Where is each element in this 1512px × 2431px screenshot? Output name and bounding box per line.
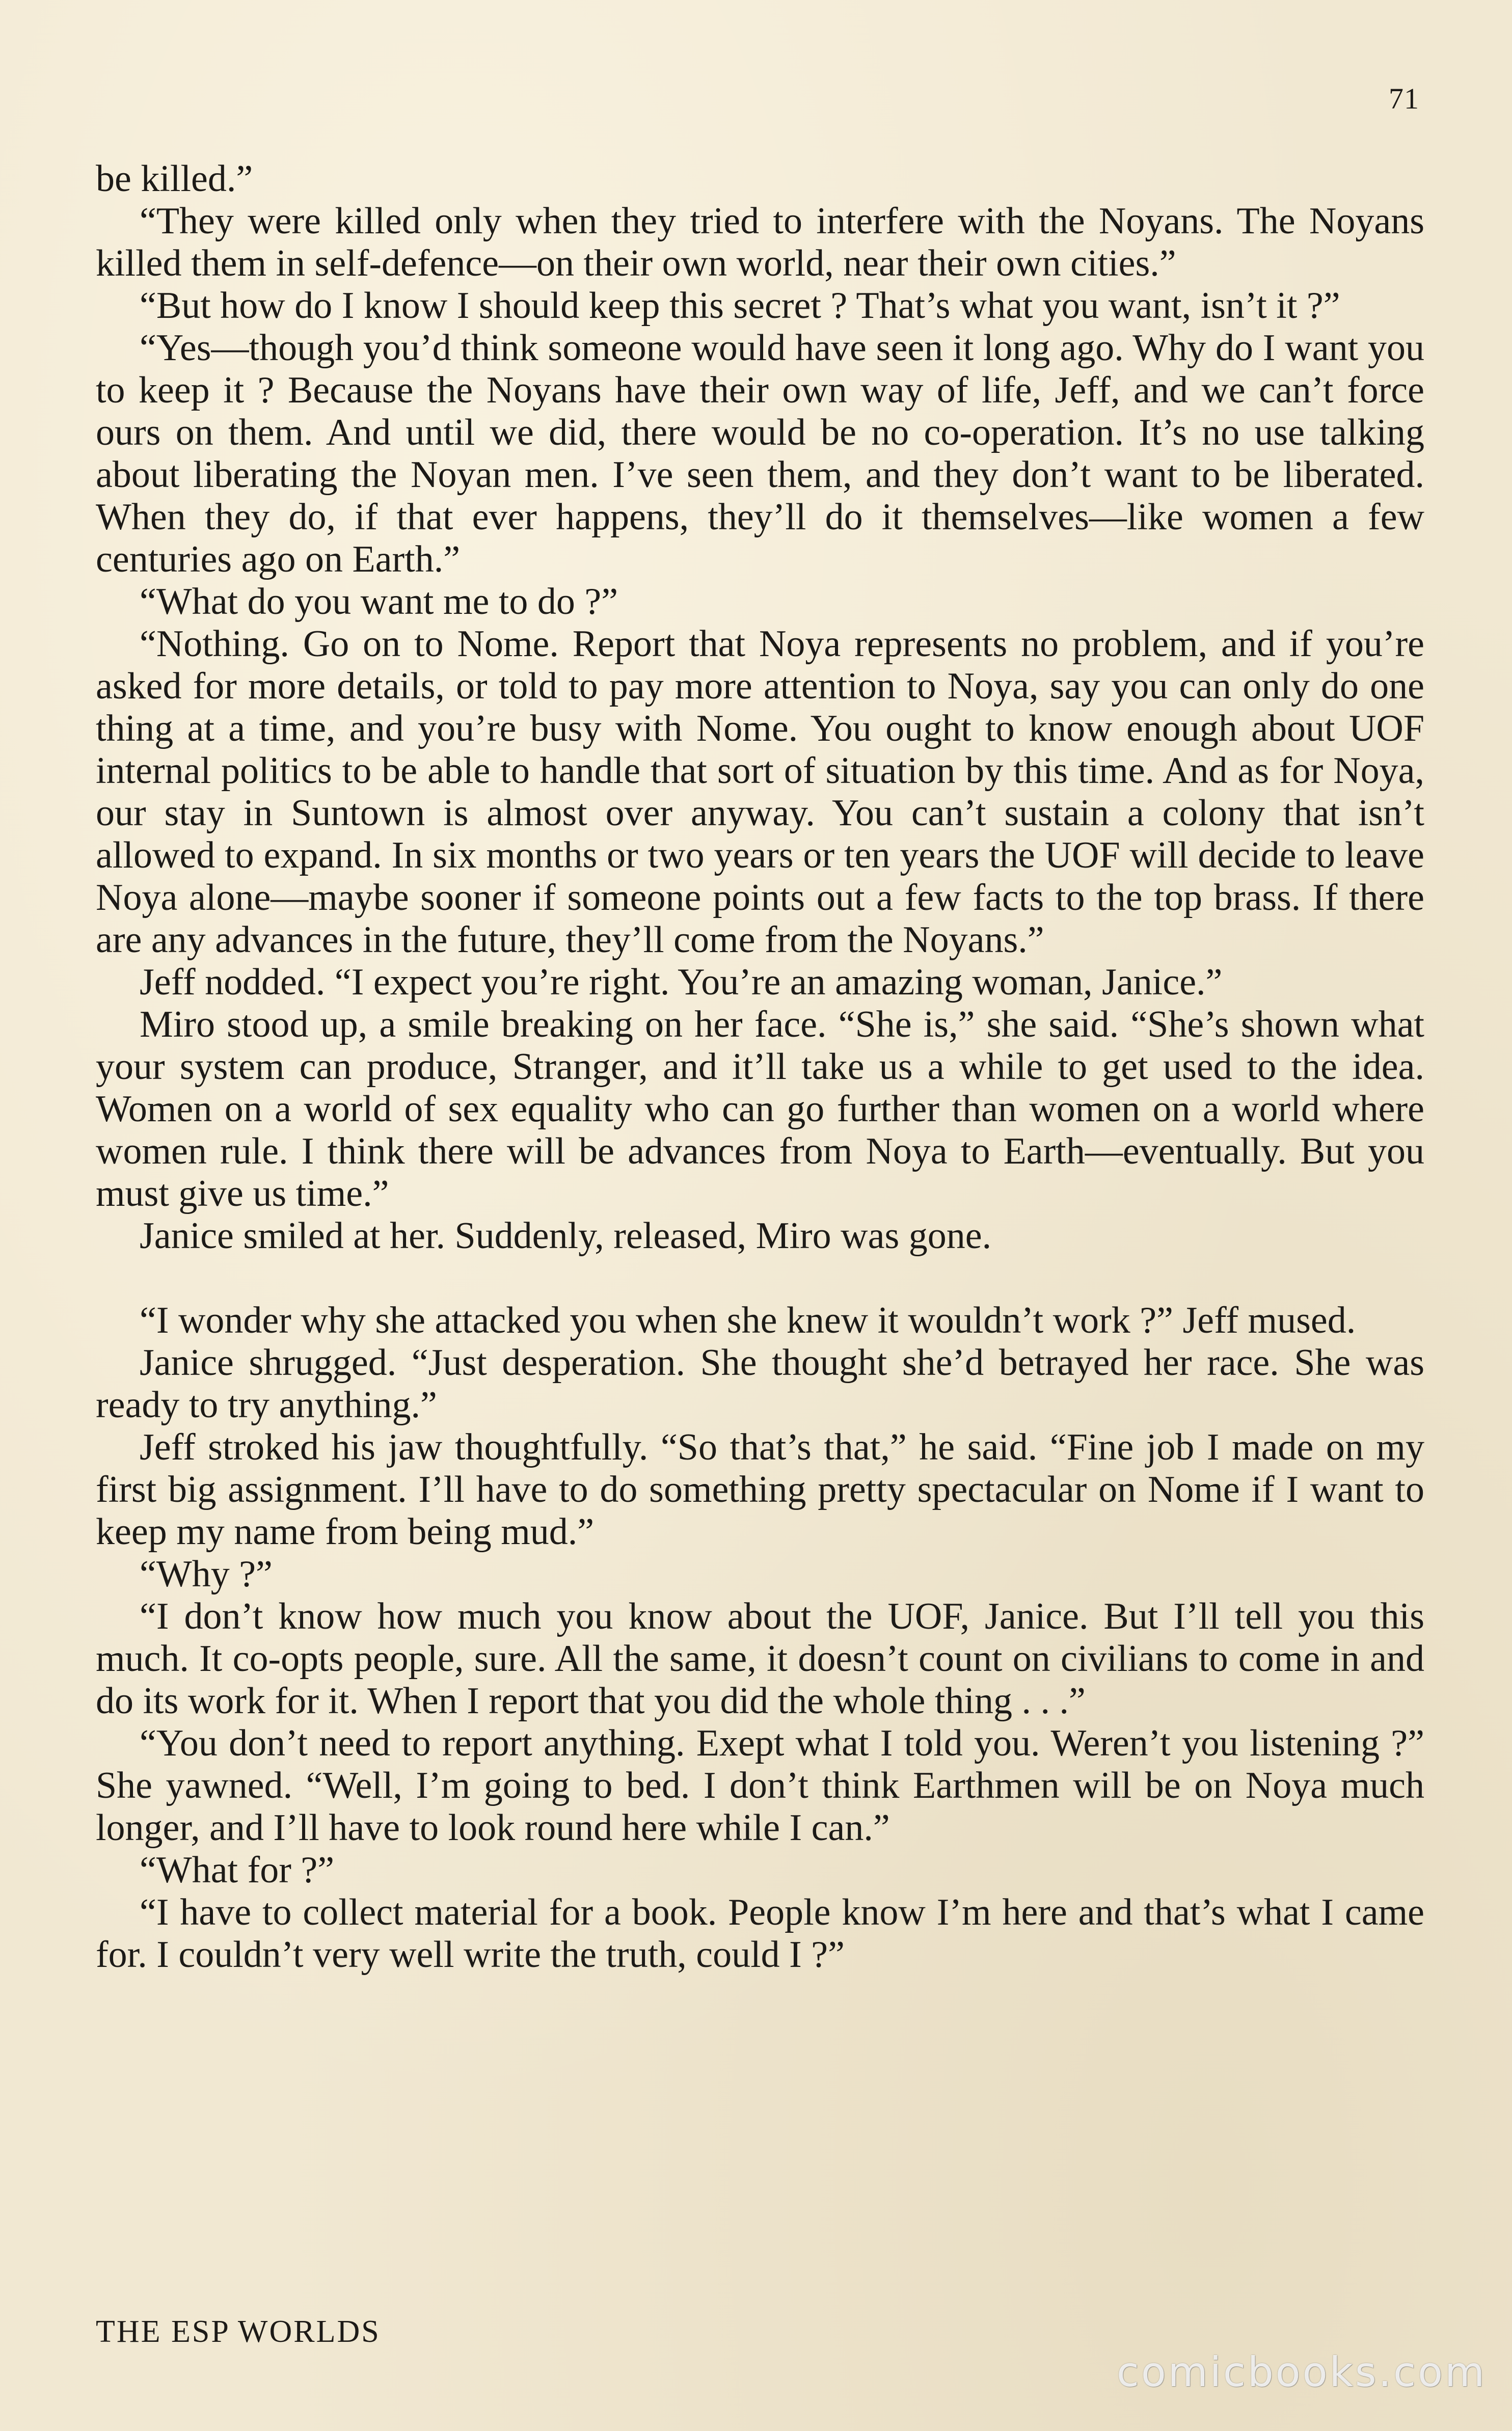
- page-number: 71: [1389, 82, 1419, 115]
- paragraph: Jeff stroked his jaw thoughtfully. “So that’s that,” he said. “Fine job I made on my first big assignment. I’ll have to do something pretty spectacular on Nome if I want to keep my name from being mud.”: [96, 1426, 1424, 1553]
- paragraph: be killed.”: [96, 158, 253, 200]
- paragraph: Miro stood up, a smile breaking on her face. “She is,” she said. “She’s shown what your system can produce, Stranger, and it’ll take us a while to get used to the idea. Women on a world of sex equality who can go further than women on a world where women rule. I think there will be advances from Noya to Earth—eventually. But you must give us time.”: [96, 1004, 1424, 1214]
- paragraph: Janice shrugged. “Just desperation. She thought she’d betrayed her race. She was ready to try anything.”: [96, 1342, 1424, 1426]
- body-text: [96, 158, 1424, 1976]
- paragraph: “What for ?”: [140, 1849, 335, 1891]
- paragraph: “I have to collect material for a book. People know I’m here and that’s what I came for. I couldn’t very well write the truth, could I ?”: [96, 1892, 1424, 1976]
- paragraph: “I wonder why she attacked you when she knew it wouldn’t work ?” Jeff mused.: [140, 1300, 1356, 1341]
- paragraph: Janice smiled at her. Suddenly, released, Miro was gone.: [140, 1215, 992, 1257]
- running-footer: THE ESP WORLDS: [96, 2314, 381, 2349]
- paragraph: “Why ?”: [140, 1553, 273, 1595]
- watermark: comicbooks.com: [1116, 2348, 1487, 2396]
- paragraph: “They were killed only when they tried to interfere with the Noyans. The Noyans killed them in self-defence—on their own world, near their own cities.”: [96, 200, 1424, 284]
- paragraph: “But how do I know I should keep this secret ? That’s what you want, isn’t it ?”: [140, 285, 1340, 327]
- paragraph: “What do you want me to do ?”: [140, 581, 618, 623]
- paragraph: “Yes—though you’d think someone would have seen it long ago. Why do I want you to keep it ? Because the Noyans have their own way of life, Jeff, and we can’t force ours on them. And until we did, there would be no co-operation. It’s no use talking about liberating the Noyan men. I’ve seen them, and they don’t want to be liberated. When they do, if that ever happens, they’ll do it themselves—like women a few centuries ago on Earth.”: [96, 327, 1424, 580]
- paragraph: “You don’t need to report anything. Exept what I told you. Weren’t you listening ?” She yawned. “Well, I’m going to bed. I don’t think Earthmen will be on Noya much longer, and I’ll have to look round here while I can.”: [96, 1722, 1424, 1849]
- paragraph: “Nothing. Go on to Nome. Report that Noya represents no problem, and if you’re asked for more details, or told to pay more attention to Noya, say you can only do one thing at a time, and you’re busy with Nome. You ought to know enough about UOF internal politics to be able to handle that sort of situation by this time. And as for Noya, our stay in Suntown is almost over anyway. You can’t sustain a colony that isn’t allowed to expand. In six months or two years or ten years the UOF will decide to leave Noya alone—maybe sooner if someone points out a few facts to the top brass. If there are any advances in the future, they’ll come from the Noyans.”: [96, 623, 1424, 961]
- paragraph: “I don’t know how much you know about the UOF, Janice. But I’ll tell you this much. It co-opts people, sure. All the same, it doesn’t count on civilians to come in and do its work for it. When I report that you did the whole thing . . .”: [96, 1596, 1424, 1722]
- paragraph: Jeff nodded. “I expect you’re right. You’re an amazing woman, Janice.”: [140, 961, 1223, 1003]
